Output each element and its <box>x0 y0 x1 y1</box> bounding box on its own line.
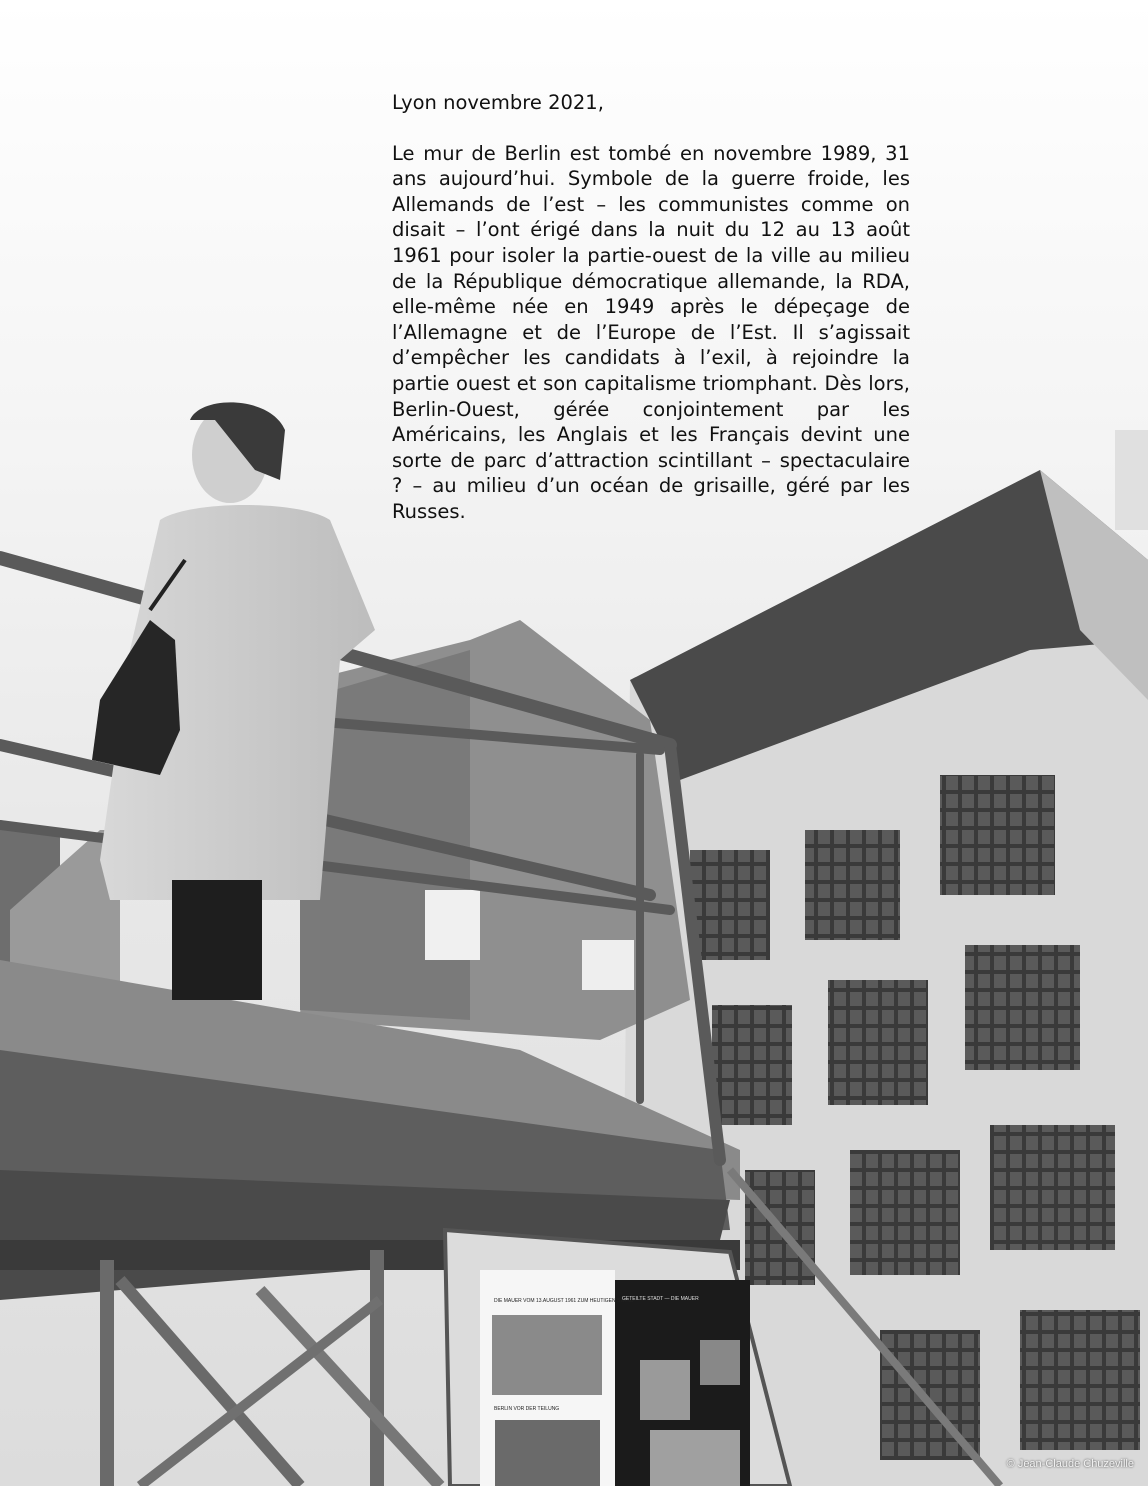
sign-caption: BERLIN VOR DER TEILUNG <box>494 1406 560 1412</box>
dateline: Lyon novembre 2021, <box>392 91 604 114</box>
article-text <box>392 90 910 525</box>
article-paragraph: Le mur de Berlin est tombé en novembre 1989, 31 ans aujourd’hui. Symbole de la guerre froide, les Allemands de l’est – les communistes comme on disait – l’ont érigé dans la nuit du 12 au 13 août 1961 pour isoler la partie-ouest de la ville au milieu de la République démocratique allemande, la RDA, elle-même née en 1949 après le dépeçage de l’Allemagne et de l’Europe de l’Est. Il s’agissait d’empêcher les candidats à l’exil, à rejoindre la partie ouest et son capitalisme triomphant. Dès lors, Berlin-Ouest, gérée conjointement par les Américains, les Anglais et les Français devint une sorte de parc d’attraction scintillant – spectaculaire ? – au milieu d’un océan de grisaille, géré par les Russes. <box>392 141 910 523</box>
photo-credit: © Jean-Claude Chuzeville <box>1006 1458 1134 1470</box>
sign-heading-right: GETEILTE STADT — DIE MAUER <box>622 1296 699 1302</box>
sign-heading-left: DIE MAUER VOM 13.AUGUST 1961 ZUM HEUTIGEN STAND <box>494 1298 634 1304</box>
